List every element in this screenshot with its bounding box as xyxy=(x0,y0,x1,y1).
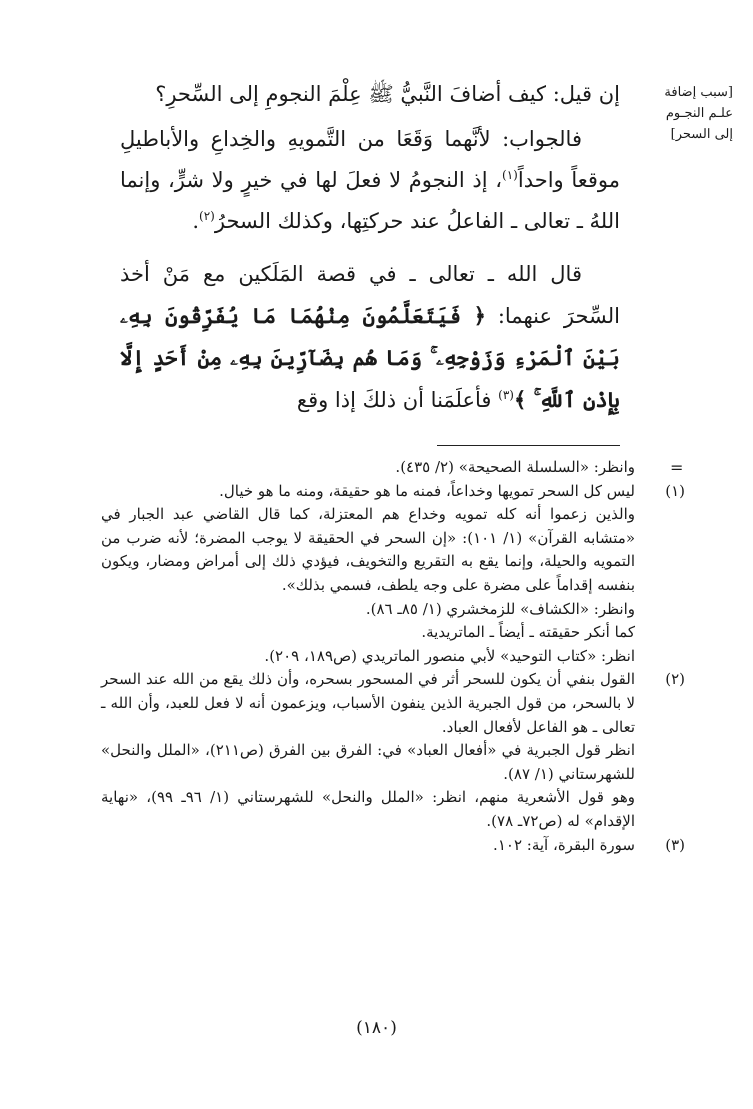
footnote-1-line: انظر: «كتاب التوحيد» لأبي منصور الماتريدي (ص١٨٩، ٢٠٩). xyxy=(264,646,635,665)
main-text xyxy=(120,74,620,421)
footnote-2-line: القول بنفي أن يكون للسحر أثر في المسحور بسحره، وأن ذلك يقع من الله عند السحر لا بالسحر، من قول الجبرية الذين ينفون الأسباب، ويزعمون أنه لا فعل للعبد، وأن الله ـ تعالى ـ هو الفاعل لأفعال العباد. xyxy=(101,670,635,736)
footnote-3-number: (٣) xyxy=(665,835,685,854)
margin-gloss-line-2: علـم النجـوم xyxy=(665,106,733,121)
footnote-1 xyxy=(101,480,685,669)
question-text: إن قيل: كيف أضافَ النَّبيُّ ﷺ عِلْمَ النجومِ إلى السِّحرِ؟ xyxy=(155,82,620,106)
footnote-ref-3[interactable]: (٣) xyxy=(498,388,514,402)
footnote-1-number: (١) xyxy=(665,481,685,500)
margin-gloss xyxy=(651,82,733,145)
footnote-3-line: سورة البقرة، آية: ١٠٢. xyxy=(493,835,635,854)
footnote-2-line: انظر قول الجبرية في «أفعال العباد» في: الفرق بين الفرق (ص٢١١)، «الملل والنحل» للشهرستاني (١/ ٨٧). xyxy=(101,741,635,783)
footnote-ref-2[interactable]: (٢) xyxy=(199,209,215,223)
margin-gloss-line-1: [سبب إضافة xyxy=(664,85,733,100)
continuation-mark: = xyxy=(670,458,684,477)
footnote-ref-1[interactable]: (١) xyxy=(502,168,518,182)
quran-verse: ﴿ فَيَتَعَلَّمُونَ مِنْهُمَا مَا يُفَرِّقُونَ بِهِۦ بَيْنَ ٱلْمَرْءِ وَزَوْجِهِۦ ۚ وَمَا هُم بِضَآرِّينَ بِهِۦ مِنْ أَحَدٍ إِلَّا بِإِذْنِ ٱللَّهِ ۚ ﴾ xyxy=(120,303,620,412)
footnote-continuation xyxy=(101,456,635,480)
footnotes xyxy=(101,456,685,857)
answer-paragraph xyxy=(120,119,620,242)
footnote-1-line: كما أنكر حقيقته ـ أيضاً ـ الماتريدية. xyxy=(421,623,635,642)
footnote-1-line: والذين زعموا أنه كله تمويه وخداع هم المعتزلة، كما قال القاضي عبد الجبار في «متشابه القرآن» (١/ ١٠١): «إن السحر في الحقيقة لا يوجب المضرة؛ لأنه ضرب من التمويه والحيلة، وإنما يقع به التقريع والتخويف، فيؤدي ذلك إلى أمراض ومضار، ويكون بنفسه إقداماً على مضرة على وجه يلطف، فسمي بذلك». xyxy=(101,505,635,594)
margin-gloss-line-3: إلى السحر] xyxy=(670,127,733,142)
footnote-1-line: ليس كل السحر تمويها وخداعاً، فمنه ما هو حقيقة، ومنه ما هو خيال. xyxy=(219,481,635,500)
footnote-3 xyxy=(101,834,685,858)
quran-paragraph xyxy=(120,254,620,421)
quran-intro-text: قال الله ـ تعالى ـ في قصة المَلَكين مع مَنْ أخذ السِّحرَ عنهما: xyxy=(120,262,620,328)
answer-text-b: ، إذ النجومُ لا فعلَ لها في خيرٍ ولا شرٍّ، وإنما اللهُ ـ تعالى ـ الفاعلُ عند حركتِها، وكذلك السحرُ xyxy=(120,168,620,233)
question-paragraph xyxy=(120,74,620,115)
page-number: (١٨٠) xyxy=(356,1018,397,1038)
footnote-1-line: وانظر: «الكشاف» للزمخشري (١/ ٨٥ـ ٨٦). xyxy=(365,599,635,618)
footnote-2-number: (٢) xyxy=(665,670,685,689)
answer-text-a: فالجواب: لأنَّهما وَقَعَا من التَّمويهِ والخِداعِ والأباطيلِ موقعاً واحداً xyxy=(120,127,621,192)
footnote-2 xyxy=(101,668,685,833)
answer-text-c: . xyxy=(192,209,200,233)
footnote-continuation-text: وانظر: «السلسلة الصحيحة» (٢/ ٤٣٥). xyxy=(395,458,635,476)
footnote-separator xyxy=(437,445,620,446)
footnote-2-line: وهو قول الأشعرية منهم، انظر: «الملل والنحل» للشهرستاني (١/ ٩٦ـ ٩٩)، «نهاية الإقدام» له (ص٧٢ـ ٧٨). xyxy=(101,788,636,830)
quran-followup-text: فأعلَمَنا أن ذلكَ إذا وقع xyxy=(296,388,499,412)
